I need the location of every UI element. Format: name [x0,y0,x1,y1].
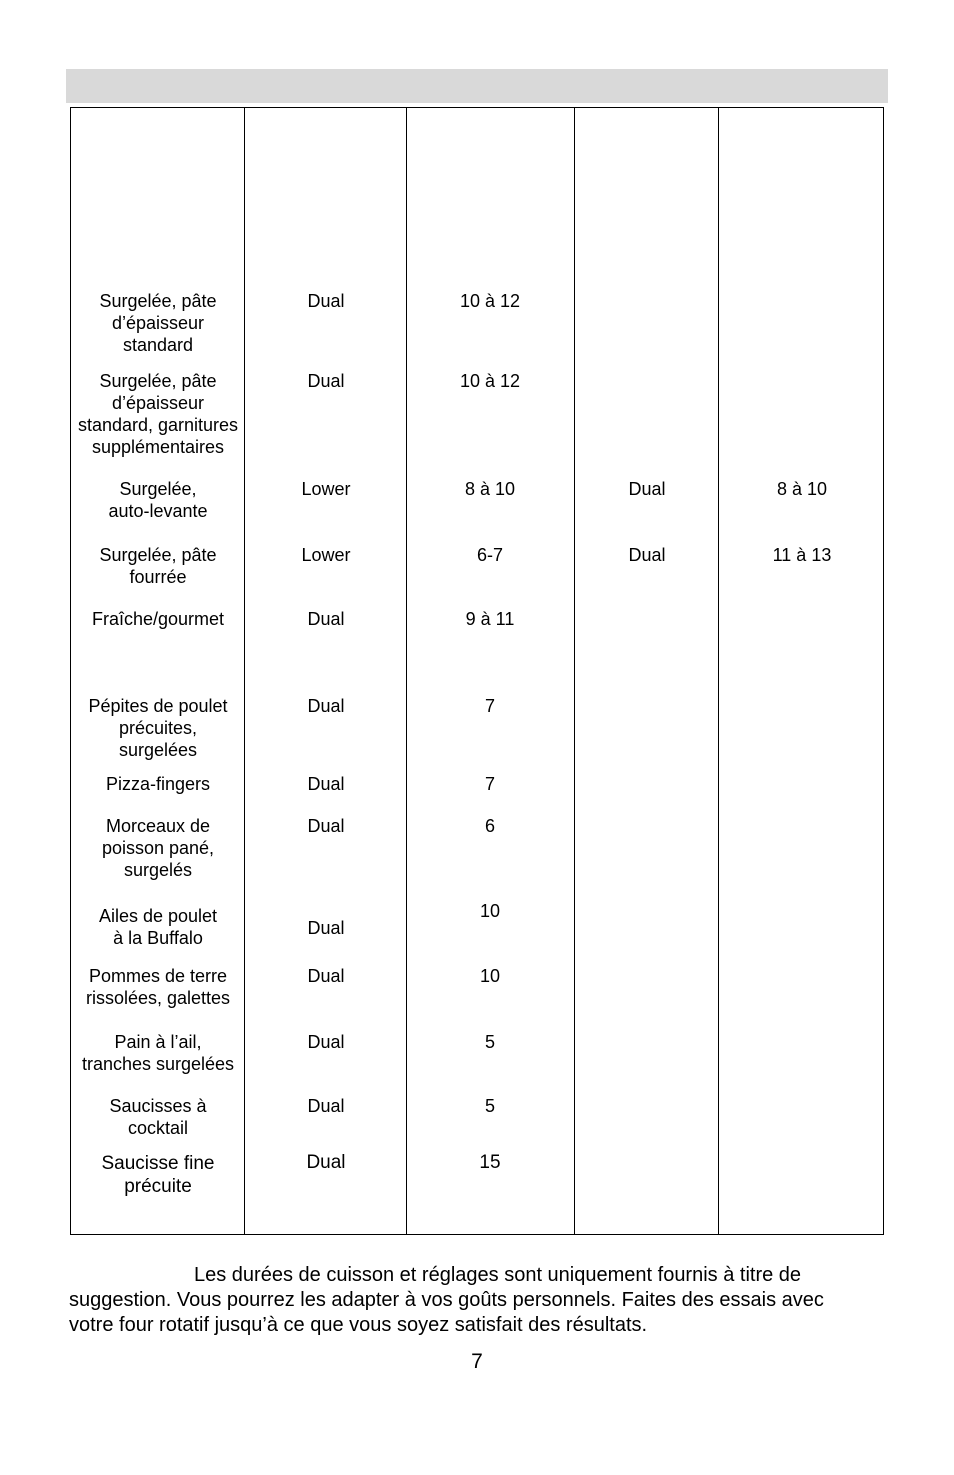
food-item: Saucisses à cocktail [109,1096,207,1138]
cook-time: 6 [484,816,495,836]
food-item: Pommes de terre rissolées, galettes [85,966,231,1008]
food-item: Surgelée, auto-levante [108,479,208,521]
column-divider [574,108,575,1234]
cook-time: 15 [479,1152,501,1173]
cook-time: 7 [484,696,495,716]
food-item: Pépites de poulet précuites, surgelées [88,696,228,760]
element-setting: Dual [307,816,345,836]
element-setting: Dual [307,371,345,391]
element-setting: Dual [307,609,345,629]
food-item: Surgelée, pâte d’épaisseur standard [99,291,217,355]
element-setting: Dual [307,1096,345,1116]
cook-time: 7 [484,774,495,794]
second-element-setting: Dual [628,545,666,565]
element-setting: Dual [307,966,345,986]
second-element-setting: Dual [628,479,666,499]
page-number: 7 [471,1350,483,1373]
element-setting: Dual [307,291,345,311]
food-item: Fraîche/gourmet [91,609,225,629]
food-item: Pain à l’ail, tranches surgelées [81,1032,235,1074]
cook-time: 10 à 12 [459,371,521,391]
element-setting: Dual [307,1032,345,1052]
food-item: Pizza-fingers [105,774,211,794]
column-divider [244,108,245,1234]
element-setting: Dual [307,918,345,938]
element-setting: Lower [301,545,351,565]
cooking-table [70,107,884,1235]
element-setting: Dual [307,774,345,794]
second-cook-time: 8 à 10 [776,479,828,499]
table-header-bar [66,69,888,103]
food-item: Surgelée, pâte fourrée [99,545,217,587]
food-item: Morceaux de poisson pané, surgelés [101,816,215,880]
element-setting: Dual [307,696,345,716]
food-item: Ailes de poulet à la Buffalo [98,906,218,948]
cook-time: 10 [479,966,501,986]
food-item: Surgelée, pâte d’épaisseur standard, garnitures supplémentaires [77,371,239,457]
element-setting: Lower [301,479,351,499]
cooking-note [69,1263,869,1338]
cook-time: 5 [484,1032,495,1052]
cook-time: 6-7 [476,545,503,565]
food-item: Saucisse fine précuite [101,1153,215,1197]
note-text: Les durées de cuisson et réglages sont uniquement fournis à titre de suggestion. Vous pourrez les adapter à vos goûts personnels. Faites des essais avec votre four rotatif jusqu’à ce que vous soyez satisfait des résultats. [69,1264,824,1336]
column-divider [406,108,407,1234]
cook-time: 10 [479,901,501,921]
element-setting: Dual [306,1152,346,1173]
cook-time: 9 à 11 [465,609,515,629]
second-cook-time: 11 à 13 [772,545,832,565]
column-divider [718,108,719,1234]
cook-time: 10 à 12 [459,291,521,311]
cook-time: 5 [484,1096,495,1116]
cook-time: 8 à 10 [464,479,516,499]
